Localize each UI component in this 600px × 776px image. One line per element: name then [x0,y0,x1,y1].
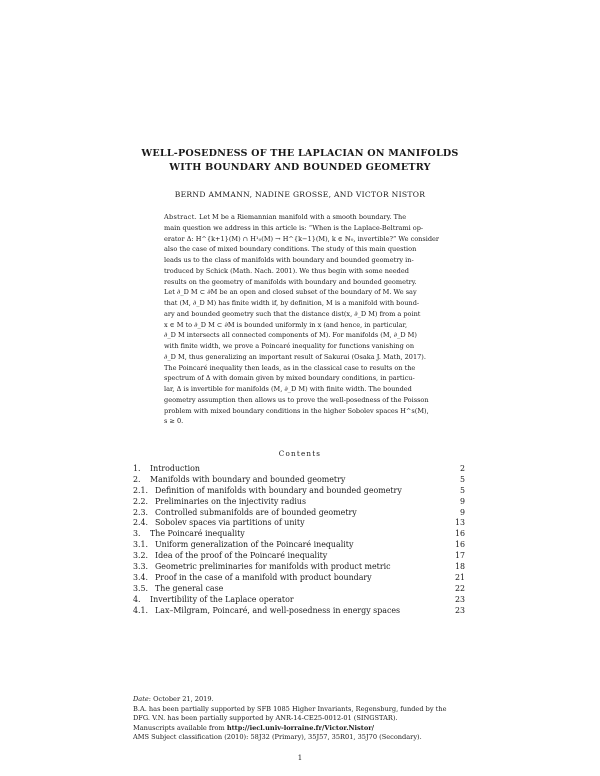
abstract-line: Let ∂_D M ⊂ ∂M be an open and closed subset of the boundary of M. We say [164,288,417,297]
toc-entry-page: 13 [454,518,465,528]
toc-entry-label [133,562,391,573]
toc-entry-title: Manifolds with boundary and bounded geometry [150,474,346,484]
toc-entry-title: The Poincaré inequality [150,529,245,539]
abstract-line: problem with mixed boundary conditions in the higher Sobolev spaces H^s(M), [164,406,429,415]
toc-entry-number: 2.3. [133,507,149,517]
toc-entry[interactable] [133,573,465,584]
abstract-line: leads us to the class of manifolds with boundary and bounded geometry in- [164,256,414,264]
toc-entry[interactable] [133,540,465,551]
toc-entry-number: 1. [133,464,141,473]
toc-entry-label [133,518,305,529]
abstract-line: x ∈ M to ∂_D M ⊂ ∂M is bounded uniformly in x (and hence, in particular, [164,320,408,329]
toc-entry-number: 2.4. [133,518,149,528]
toc-entry-title: Preliminaries on the injectivity radius [155,496,307,506]
abstract-line: that (M, ∂_D M) has finite width if, by definition, M is a manifold with bound- [164,299,420,307]
toc-entry-label [133,529,245,540]
paper-title [0,147,600,175]
abstract-line: The Poincaré inequality then leads, as in the classical case to results on the [164,363,416,372]
toc-entry-title: Invertibility of the Laplace operator [150,594,294,604]
abstract-line [164,212,440,223]
toc-entry-page: 18 [454,562,465,572]
toc-entry-label [133,508,357,519]
title-line-2: WITH BOUNDARY AND BOUNDED GEOMETRY [169,162,431,173]
manuscripts-prefix: Manuscripts available from [133,723,227,732]
table-of-contents [133,464,465,616]
toc-entry-label [133,486,402,497]
toc-entry-page: 21 [454,572,465,582]
footnotes [133,695,467,743]
date-footnote [133,695,467,705]
toc-entry[interactable] [133,475,465,486]
toc-entry-title: Definition of manifolds with boundary and bounded geometry [155,485,402,495]
date-value: : October 21, 2019. [148,695,214,703]
toc-entry-page: 17 [454,551,465,561]
toc-entry-number: 3.3. [133,562,149,572]
toc-entry[interactable] [133,595,465,606]
toc-entry-label [133,540,353,551]
date-label: Date [133,695,149,703]
toc-entry-number: 3.5. [133,583,149,593]
toc-entry-number: 4.1. [133,605,149,615]
ams-classification: AMS Subject classification (2010): 58J32 (Primary), 35J57, 35R01, 35J70 (Secondary). [133,733,422,742]
abstract-text: Let M be a Riemannian manifold with a smooth boundary. The [199,213,407,221]
abstract-line: geometry assumption then allows us to prove the well-posedness of the Poisson [164,395,429,404]
toc-entry[interactable] [133,486,465,497]
toc-entry-page: 16 [454,529,465,539]
abstract-line: troduced by Schick (Math. Nach. 2001). We thus begin with some needed [164,266,409,275]
toc-entry-page: 9 [459,507,465,517]
manuscripts-link[interactable]: http://iecl.univ-lorraine.fr/Victor.Nistor/ [226,723,375,732]
author-list: BERND AMMANN, NADINE GROSSE, AND VICTOR NISTOR [174,190,426,199]
toc-entry-page: 5 [459,474,465,484]
abstract-line: lar, Δ is invertible for manifolds (M, ∂_D M) with finite width. The bounded [164,385,412,393]
toc-entry-label [133,464,200,475]
abstract-line: ∂_D M, thus generalizing an important result of Sakurai (Osaka J. Math, 2017). [164,352,426,361]
toc-entry-page: 5 [459,485,465,495]
toc-entry-page: 2 [459,464,465,473]
abstract [164,212,440,427]
toc-entry-number: 3.2. [133,551,149,561]
contents-heading: Contents [278,449,322,458]
toc-entry-title: Introduction [150,464,200,473]
toc-entry-title: The general case [155,583,224,593]
abstract-line: also the case of mixed boundary conditions. The study of this main question [164,245,417,254]
toc-entry-page: 23 [454,605,465,615]
toc-entry[interactable] [133,518,465,529]
toc-entry[interactable] [133,562,465,573]
toc-entry-title: Proof in the case of a manifold with product boundary [155,572,372,582]
toc-entry-title: Uniform generalization of the Poincaré inequality [155,540,354,550]
title-line-1: WELL-POSEDNESS OF THE LAPLACIAN ON MANIFOLDS [141,148,459,159]
toc-entry[interactable] [133,497,465,508]
toc-entry-number: 2. [133,474,141,484]
toc-entry-page: 23 [454,594,465,604]
toc-entry-number: 2.2. [133,496,149,506]
toc-entry-label [133,475,345,486]
toc-entry[interactable] [133,584,465,595]
toc-entry-number: 4. [133,594,141,604]
abstract-line: main question we address in this article is: “When is the Laplace-Beltrami op- [164,223,424,232]
abstract-line: spectrum of Δ with domain given by mixed boundary conditions, in particu- [164,374,415,383]
toc-entry-label [133,584,223,595]
toc-entry-label [133,573,372,584]
funding-footnote-line-1: B.A. has been partially supported by SFB 1085 Higher Invariants, Regensburg, funded by the [133,704,447,713]
toc-entry-number: 2.1. [133,485,149,495]
toc-entry[interactable] [133,551,465,562]
abstract-line: ∂_D M intersects all connected components of M). For manifolds (M, ∂_D M) [164,331,417,340]
toc-entry-page: 16 [454,540,465,550]
toc-entry-label [133,595,294,606]
toc-entry-number: 3.4. [133,572,149,582]
abstract-line: erator Δ: H^{k+1}(M) ∩ H¹₀(M) → H^{k−1}(M), k ∈ ℕ₀, invertible?” We consider [164,234,440,243]
toc-entry-label [133,551,327,562]
toc-entry-page: 22 [454,583,465,593]
toc-entry-number: 3. [133,529,141,539]
toc-entry[interactable] [133,464,465,475]
toc-entry-title: Lax–Milgram, Poincaré, and well-posedness in energy spaces [155,605,401,615]
funding-footnote-line-2: DFG. V.N. has been partially supported by ANR-14-CE25-0012-01 (SINGSTAR). [133,714,398,723]
abstract-line: ary and bounded geometry such that the distance dist(x, ∂_D M) from a point [164,309,421,318]
toc-entry[interactable] [133,606,465,617]
abstract-line: with finite width, we prove a Poincaré inequality for functions vanishing on [164,342,415,350]
toc-entry-label [133,606,400,617]
toc-entry[interactable] [133,508,465,519]
abstract-line: s ≥ 0. [164,417,184,426]
toc-entry-title: Idea of the proof of the Poincaré inequality [155,551,328,561]
page-number: 1 [297,754,303,762]
toc-entry-label [133,497,306,508]
manuscripts-footnote [133,724,467,734]
toc-entry-number: 3.1. [133,540,149,550]
toc-entry-title: Sobolev spaces via partitions of unity [155,518,305,528]
toc-entry-title: Geometric preliminaries for manifolds with product metric [155,562,391,572]
abstract-label: Abstract. [164,213,198,221]
toc-entry-page: 9 [459,496,465,506]
toc-entry[interactable] [133,529,465,540]
toc-entry-title: Controlled submanifolds are of bounded geometry [155,507,357,517]
abstract-line: results on the geometry of manifolds with boundary and bounded geometry. [164,277,417,286]
